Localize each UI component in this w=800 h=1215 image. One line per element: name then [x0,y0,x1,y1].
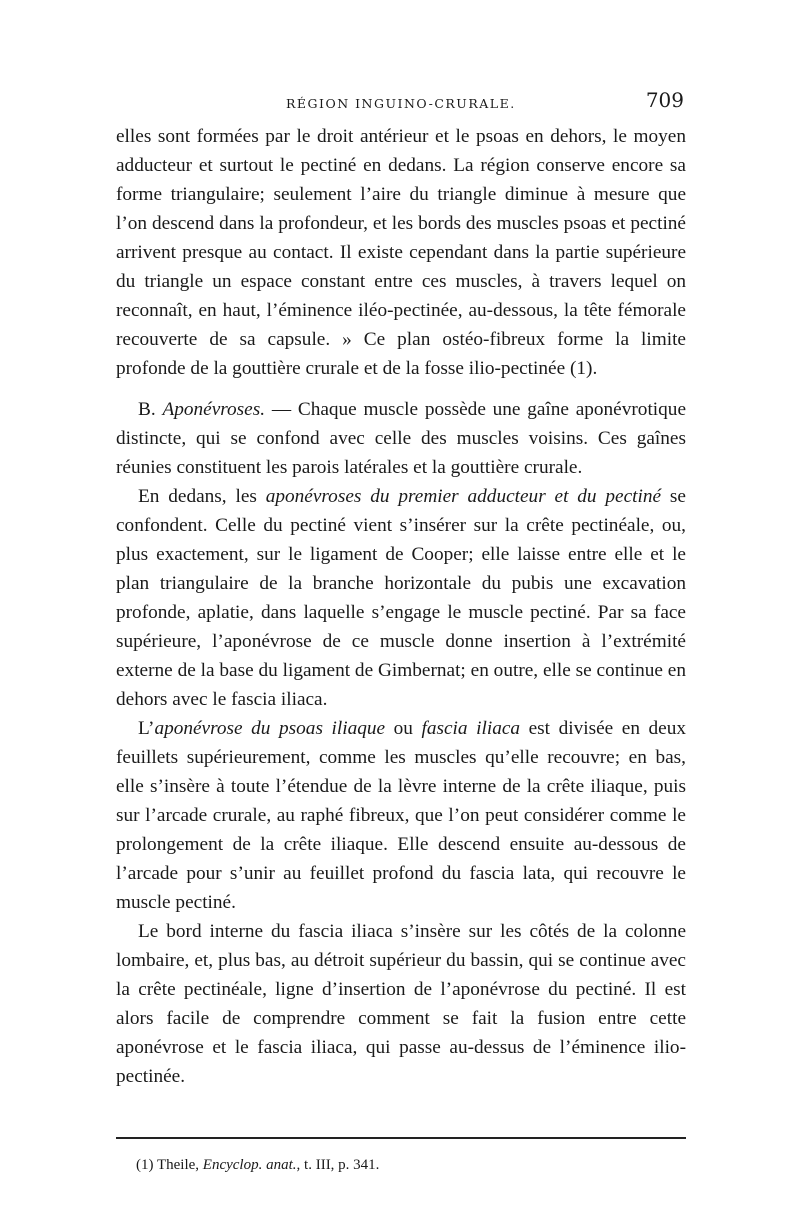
section-heading: Aponévroses. [162,399,266,420]
paragraph-text: L’ [138,718,155,739]
footnote [136,1157,379,1174]
footnote-rule [116,1137,686,1139]
section-letter: B. [138,399,163,420]
italic-term: fascia iliaca [421,718,521,739]
page-number: 709 [645,88,684,112]
footnote-text: , t. III, p. 341. [296,1157,380,1173]
book-page [116,88,686,1091]
paragraph-bord-interne [116,917,686,1091]
paragraph-fascia-iliaca [116,714,686,917]
paragraph-text: Le bord interne du fascia iliaca s’insère sur les côtés de la colonne lombaire, et, plus bas, au détroit supérieur du bassin, qui se continue avec la crête pectinéale, ligne d’insertion de l’aponévrose du pectiné. Il est alors facile de comprendre comment se fait la fusion entre cette aponévrose et le fascia iliaca, qui passe au-dessus de l’éminence ilio-pectinée. [116,921,686,1087]
paragraph-text: est divisée en deux feuillets supérieurement, comme les muscles qu’elle recouvre; en bas, elle s’insère à toute l’étendue de la lèvre interne de la crête iliaque, puis sur l’arcade crurale, au raphé fibreux, que l’on peut considérer comme le prolongement de la crête iliaque. Elle descend ensuite au-dessous de l’arcade pour s’unir au feuillet profond du fascia lata, qui recouvre le muscle pectiné. [116,718,687,913]
paragraph-text: En dedans, les [138,486,266,507]
paragraph-text: se confondent. Celle du pectiné vient s’insérer sur la crête pectinéale, ou, plus exactement, sur le ligament de Cooper; elle laisse entre elle et le plan triangulaire de la branche horizontale du pubis une excavation profonde, aplatie, dans laquelle s’engage le muscle pectiné. Par sa face supérieure, l’aponévrose de ce muscle donne insertion à l’extrémité externe de la base du ligament de Gimbernat; en outre, elle se continue en dehors avec le fascia iliaca. [116,486,686,710]
running-head [116,88,686,122]
footnote-work-title: Encyclop. anat. [202,1157,297,1173]
italic-term: aponévroses du premier adducteur et du pectiné [265,486,662,507]
paragraph-text: ou [385,718,422,739]
paragraph-aponevroses [116,395,686,482]
running-title: RÉGION INGUINO-CRURALE. [286,96,516,111]
paragraph-continuation [116,122,686,383]
footnote-text: (1) Theile, [136,1157,203,1173]
italic-term: aponévrose du psoas iliaque [154,718,386,739]
paragraph-text: elles sont formées par le droit antérieur et le psoas en dehors, le moyen adducteur et surtout le pectiné en dedans. La région conserve encore sa forme triangulaire; seulement l’aire du triangle diminue à mesure que l’on descend dans la profondeur, et les bords des muscles psoas et pectiné arrivent presque au contact. Il existe cependant dans la partie supérieure du triangle un espace constant entre ces muscles, à travers lequel on reconnaît, en haut, l’éminence iléo-pectinée, au-dessous, la tête fémorale recouverte de sa capsule. » Ce plan ostéo-fibreux forme la limite profonde de la gouttière crurale et de la fosse ilio-pectinée (1). [116,126,686,379]
paragraph-pectine [116,482,686,714]
paragraph-text: — Chaque muscle possède une gaîne aponévrotique distincte, qui se confond avec celle des muscles voisins. Ces gaînes réunies constituent les parois latérales et la gouttière crurale. [116,399,686,478]
